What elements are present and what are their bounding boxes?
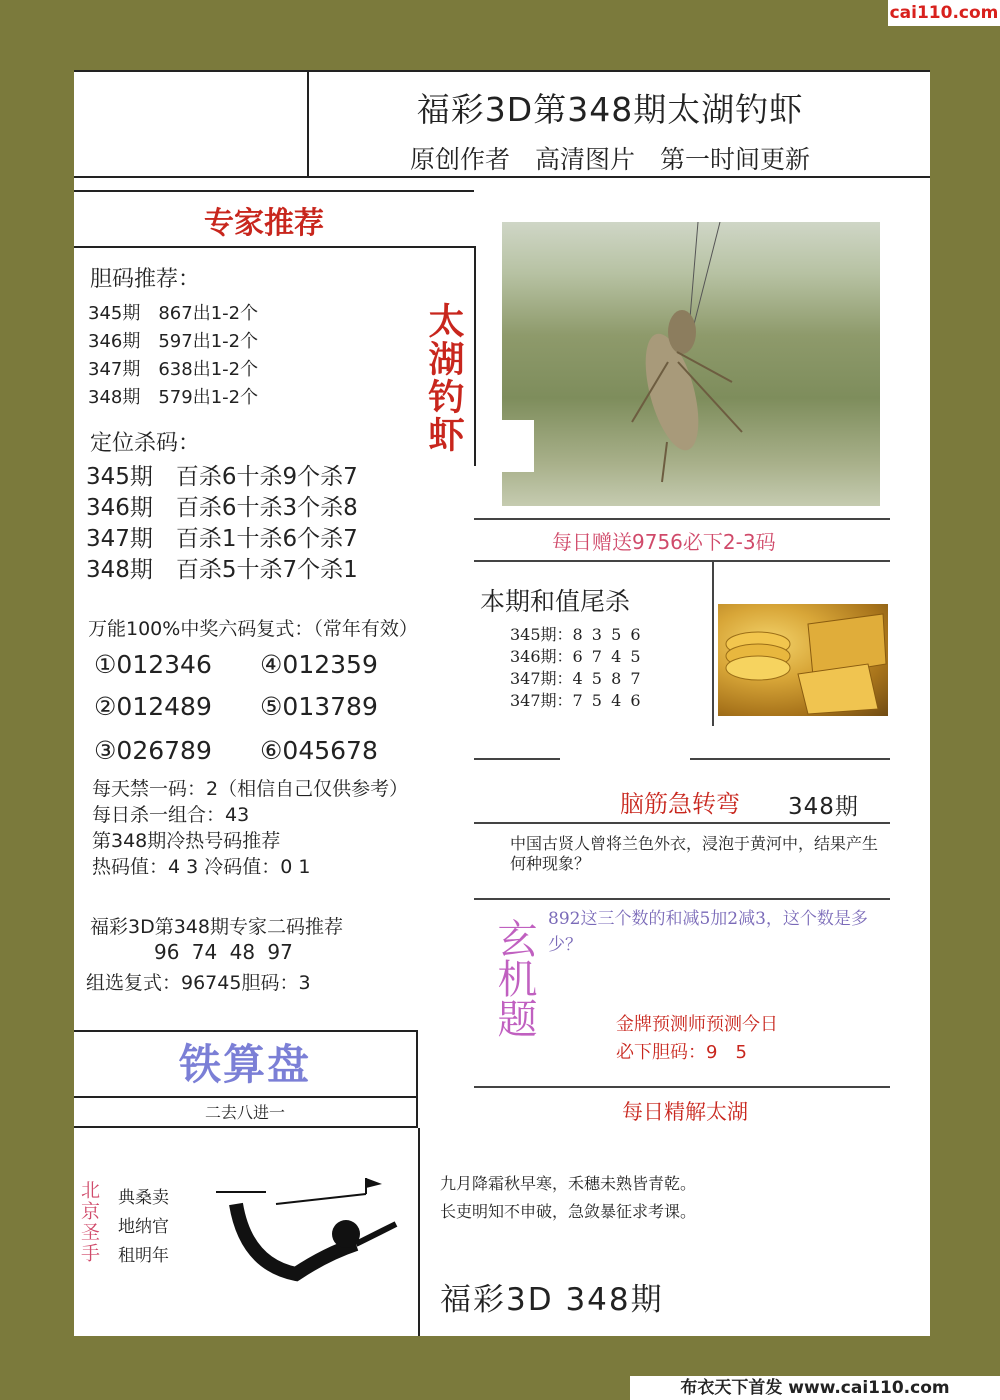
divider <box>74 246 474 248</box>
divider <box>74 1096 418 1098</box>
fisherman-icon <box>206 1174 406 1294</box>
list-item: 每日杀一组合：43 <box>92 804 250 826</box>
divider <box>418 1128 420 1336</box>
group-combo: 组选复式：96745胆码：3 <box>86 972 311 994</box>
divider <box>474 246 476 466</box>
brain-issue: 348期 <box>788 794 859 820</box>
pond-image <box>502 222 880 506</box>
beijing-lines <box>118 1184 169 1271</box>
two-codes: 96 74 48 97 <box>154 940 293 964</box>
list-item: 典桑卖 <box>118 1188 169 1208</box>
divider <box>474 898 890 900</box>
six-code-item: ③026789 <box>94 736 212 765</box>
gold-line-1: 金牌预测师预测今日 <box>616 1014 778 1035</box>
list-item: 345期 867出1-2个 <box>88 303 259 324</box>
brain-question: 中国古贤人曾将兰色外衣，浸泡于黄河中，结果产生何种现象？ <box>510 834 879 873</box>
puzzle-question: 892这三个数的和减5加2减3，这个数是多少？ <box>548 909 868 955</box>
notes-list <box>92 776 408 880</box>
six-code-item: ①012346 <box>94 650 212 679</box>
page-title: 福彩3D第348期太湖钓虾 <box>416 90 804 129</box>
divider <box>712 560 714 726</box>
gold-bars-image <box>718 604 888 716</box>
six-code-item: ⑤013789 <box>260 692 378 721</box>
six-code-item: ⑥045678 <box>260 736 378 765</box>
sum-tail-list <box>510 624 641 712</box>
list-item: 347期 百杀1十杀6个杀7 <box>86 526 358 552</box>
list-item: 346期：6 7 4 5 <box>510 647 641 666</box>
list-item: 347期 638出1-2个 <box>88 359 259 380</box>
list-item: 345期：8 3 5 6 <box>510 625 641 644</box>
divider <box>474 758 560 760</box>
abacus-text: 二去八进一 <box>204 1103 285 1122</box>
list-item: 347期：4 5 8 7 <box>510 669 641 688</box>
divider <box>416 1030 418 1128</box>
list-item: 每天禁一码：2（相信自己仅供参考） <box>92 778 409 800</box>
divider <box>74 70 930 72</box>
divider <box>474 560 890 562</box>
poem <box>440 1170 696 1226</box>
list-item: 租明年 <box>118 1246 169 1266</box>
divider <box>690 758 890 760</box>
daily-gift: 每日赠送9756必下2-3码 <box>552 530 776 554</box>
shrimp-icon <box>502 222 880 506</box>
shrimp-photo <box>502 222 880 506</box>
brain-heading: 脑筋急转弯 <box>620 790 740 818</box>
side-title: 太湖钓虾 <box>423 302 464 454</box>
list-item: 345期 百杀6十杀9个杀7 <box>86 464 358 490</box>
divider <box>474 518 890 520</box>
divider <box>74 190 474 192</box>
list-item: 热码值：4 3 冷码值：0 1 <box>92 856 311 878</box>
beijing-vertical: 北京圣手 <box>78 1180 100 1264</box>
puzzle-vertical: 玄机题 <box>491 918 537 1038</box>
list-item: 346期 百杀6十杀3个杀8 <box>86 495 358 521</box>
footer-link[interactable]: 布衣天下首发 www.cai110.com <box>630 1376 1000 1400</box>
kill-list <box>86 462 358 586</box>
dan-label: 胆码推荐： <box>90 267 201 292</box>
expert-heading: 专家推荐 <box>204 206 324 241</box>
list-item: 347期：7 5 4 6 <box>510 691 641 710</box>
gold-coin-icon <box>718 604 888 716</box>
divider <box>474 822 890 824</box>
six-code-label: 万能100%中奖六码复式：（常年有效） <box>88 618 418 640</box>
abacus-title: 铁算盘 <box>178 1040 311 1089</box>
list-item: 第348期冷热号码推荐 <box>92 830 281 852</box>
six-code-item: ④012359 <box>260 650 378 679</box>
photo-mask <box>500 420 534 472</box>
divider <box>474 1086 890 1088</box>
divider <box>74 1126 418 1128</box>
list-item: 348期 579出1-2个 <box>88 387 259 408</box>
list-item: 地纳官 <box>118 1217 169 1237</box>
divider <box>74 176 930 178</box>
mask <box>374 1128 418 1138</box>
kill-label: 定位杀码： <box>90 431 201 456</box>
bottom-issue: 福彩3D 348期 <box>440 1282 664 1318</box>
gold-line-2: 必下胆码：9 5 <box>616 1042 747 1063</box>
sum-tail-heading: 本期和值尾杀 <box>480 587 631 616</box>
list-item: 346期 597出1-2个 <box>88 331 259 352</box>
dan-list <box>88 300 258 412</box>
fishing-drawing <box>206 1174 406 1294</box>
daily-solution: 每日精解太湖 <box>622 1100 748 1124</box>
gold-photo <box>718 604 888 716</box>
divider <box>307 70 309 176</box>
poem-line: 九月降霜秋早寒，禾穗未熟皆青乾。 <box>440 1174 697 1193</box>
site-badge[interactable]: cai110.com <box>888 0 1000 26</box>
page-subtitle: 原创作者 高清图片 第一时间更新 <box>409 145 810 174</box>
two-code-label: 福彩3D第348期专家二码推荐 <box>90 916 343 938</box>
list-item: 348期 百杀5十杀7个杀1 <box>86 557 358 583</box>
poem-line: 长吏明知不申破，急敛暴征求考课。 <box>440 1202 697 1221</box>
six-code-item: ②012489 <box>94 692 212 721</box>
